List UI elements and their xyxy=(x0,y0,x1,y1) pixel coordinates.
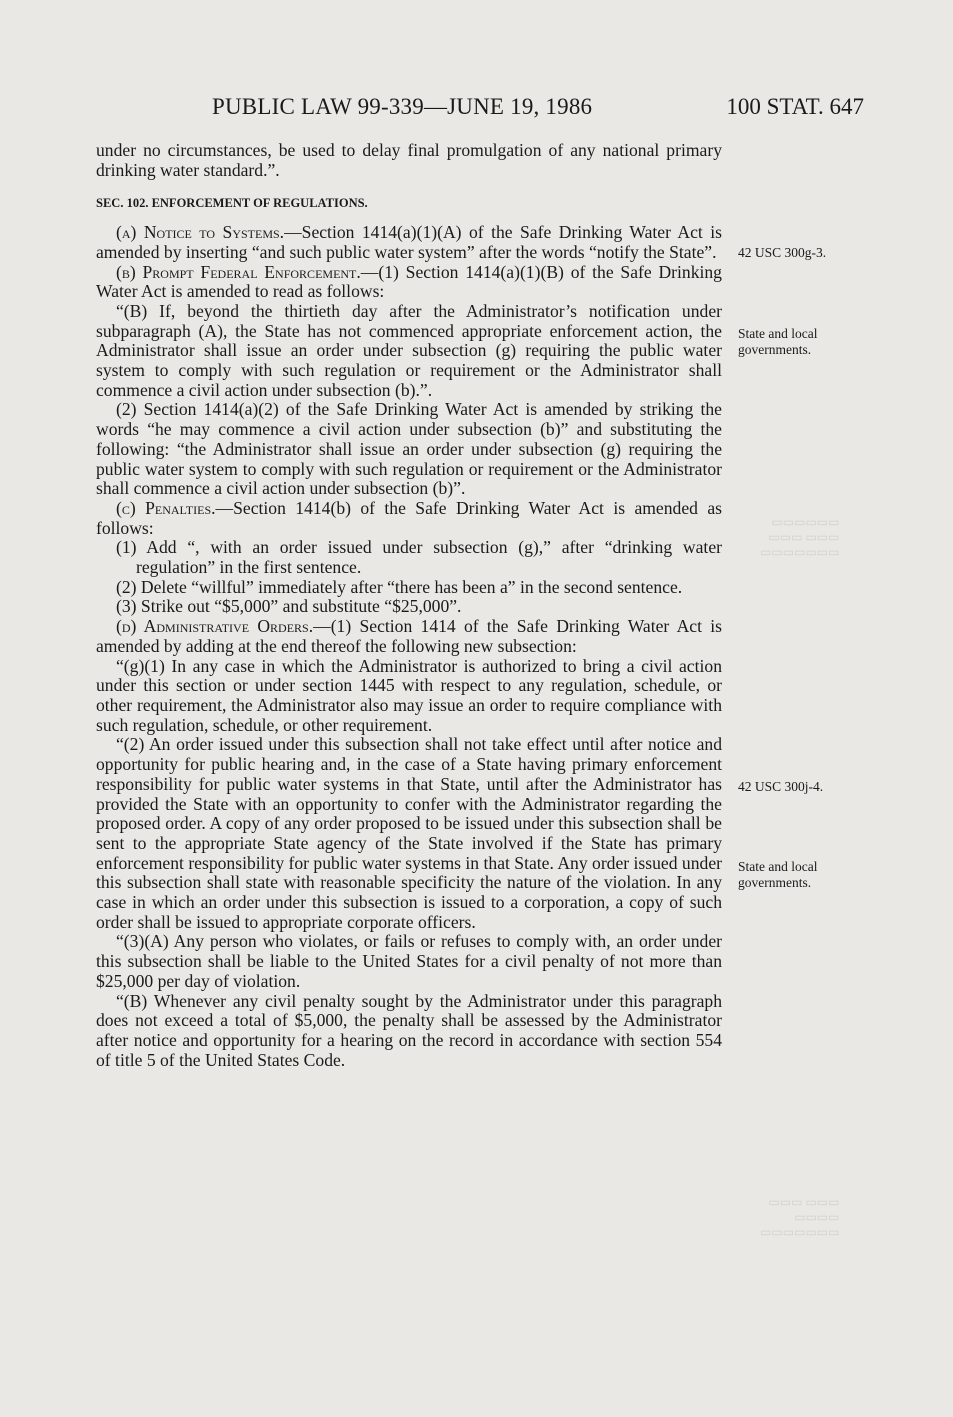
paragraph xyxy=(96,499,722,538)
subsection-heading: (d) Administrative Orders. xyxy=(116,616,314,637)
paragraph: “(B) If, beyond the thirtieth day after the Administrator’s notification under subparagraph (A), the State has not commenced appropriate enforcement action, the Administrator shall issue an order under subsection (g) requiring the public water system to comply with such regulation or requirement or the Administrator shall commence a civil action under subsection (b).”. xyxy=(96,300,722,400)
list-item: (2) Delete “willful” immediately after “there has been a” in the second sentence. xyxy=(116,576,683,597)
section-heading: SEC. 102. ENFORCEMENT OF REGULATIONS. xyxy=(96,196,368,211)
paragraph: under no circumstances, be used to delay final promulgation of any national primary drinking water standard.”. xyxy=(96,140,722,180)
paragraph: “(3)(A) Any person who violates, or fails or refuses to comply with, an order under this subsection shall be liable to the United States for a civil penalty of not more than $25,000 per day of violation. xyxy=(96,931,722,991)
subsection-text: —(1) Section 1414 of the Safe Drinking Water Act is amended by adding at the end thereof the following new subsection: xyxy=(96,616,722,656)
paragraph: “(g)(1) In any case in which the Administrator is authorized to bring a civil action under this section or under section 1445 with respect to any regulation, schedule, or other requirement, the Administrator also may issue an order to require compliance with such regulation, schedule, or other requirement. xyxy=(96,655,722,735)
subsection-text: —Section 1414(b) of the Safe Drinking Water Act is amended as follows: xyxy=(96,497,722,538)
bleed-through-mark: ▭▭▭ ▭▭▭ ▭▭▭▭ ▭▭▭▭▭▭▭ xyxy=(760,1195,840,1239)
paragraph: “(2) An order issued under this subsection shall not take effect until after notice and opportunity for public hearing and, in the case of a State having primary enforcement responsibility for public water systems in that State, until after the Administrator has provided the State with an opportunity to confer with the Administrator regarding the proposed order. A copy of any order proposed to be issued under this subsection shall be sent to the appropriate State agency of the State involved if the State has primary enforcement responsibility for public water systems in that State. Any order issued under this subsection shall state with reasonable specificity the nature of the violation. In any case in which an order under this subsection is issued to a corporation, a copy of such order shall be issued to appropriate corporate officers. xyxy=(96,734,722,932)
stat-page-number: 100 STAT. 647 xyxy=(726,94,864,119)
paragraph xyxy=(96,617,722,656)
margin-note: 42 USC 300g-3. xyxy=(738,245,827,260)
subsection-heading: (c) Penalties. xyxy=(116,497,216,518)
bleed-through-mark: ▭▭▭▭▭▭ ▭▭▭ ▭▭▭ ▭▭▭▭▭▭▭ xyxy=(760,515,840,559)
list-item: (3) Strike out “$5,000” and substitute “$25,000”. xyxy=(116,596,462,617)
margin-note: State and local governments. xyxy=(738,326,818,357)
paragraph: (2) Section 1414(a)(2) of the Safe Drinking Water Act is amended by striking the words “he may commence a civil action under subsection (b)” and substituting the following: “the Administrator shall issue an order under subsection (g) requiring the public water system to comply with such regulation or requirement or the Administrator shall commence a civil action under subsection (b)”. xyxy=(96,399,722,499)
margin-note: State and local governments. xyxy=(738,859,818,890)
subsection-heading: (a) Notice to Systems. xyxy=(116,222,285,243)
paragraph xyxy=(96,263,722,302)
margin-note: 42 USC 300j-4. xyxy=(738,779,824,794)
paragraph xyxy=(96,223,722,262)
list-item: (1) Add “, with an order issued under subsection (g),” after “drinking water regulation” in the first sentence. xyxy=(116,537,722,578)
subsection-heading: (b) Prompt Federal Enforcement. xyxy=(116,261,361,282)
subsection-text: —Section 1414(a)(1)(A) of the Safe Drinking Water Act is amended by inserting “and such public water system” after the words “notify the State”. xyxy=(96,222,722,262)
page-header xyxy=(96,94,864,124)
running-title: PUBLIC LAW 99-339—JUNE 19, 1986 xyxy=(212,94,593,119)
paragraph: “(B) Whenever any civil penalty sought by the Administrator under this paragraph does not exceed a total of $5,000, the penalty shall be assessed by the Administrator after notice and opportunity for a hearing on the record in accordance with section 554 of title 5 of the United States Code. xyxy=(96,990,722,1070)
subsection-text: —(1) Section 1414(a)(1)(B) of the Safe Drinking Water Act is amended to read as follows: xyxy=(96,261,722,302)
statute-body xyxy=(96,141,722,1070)
